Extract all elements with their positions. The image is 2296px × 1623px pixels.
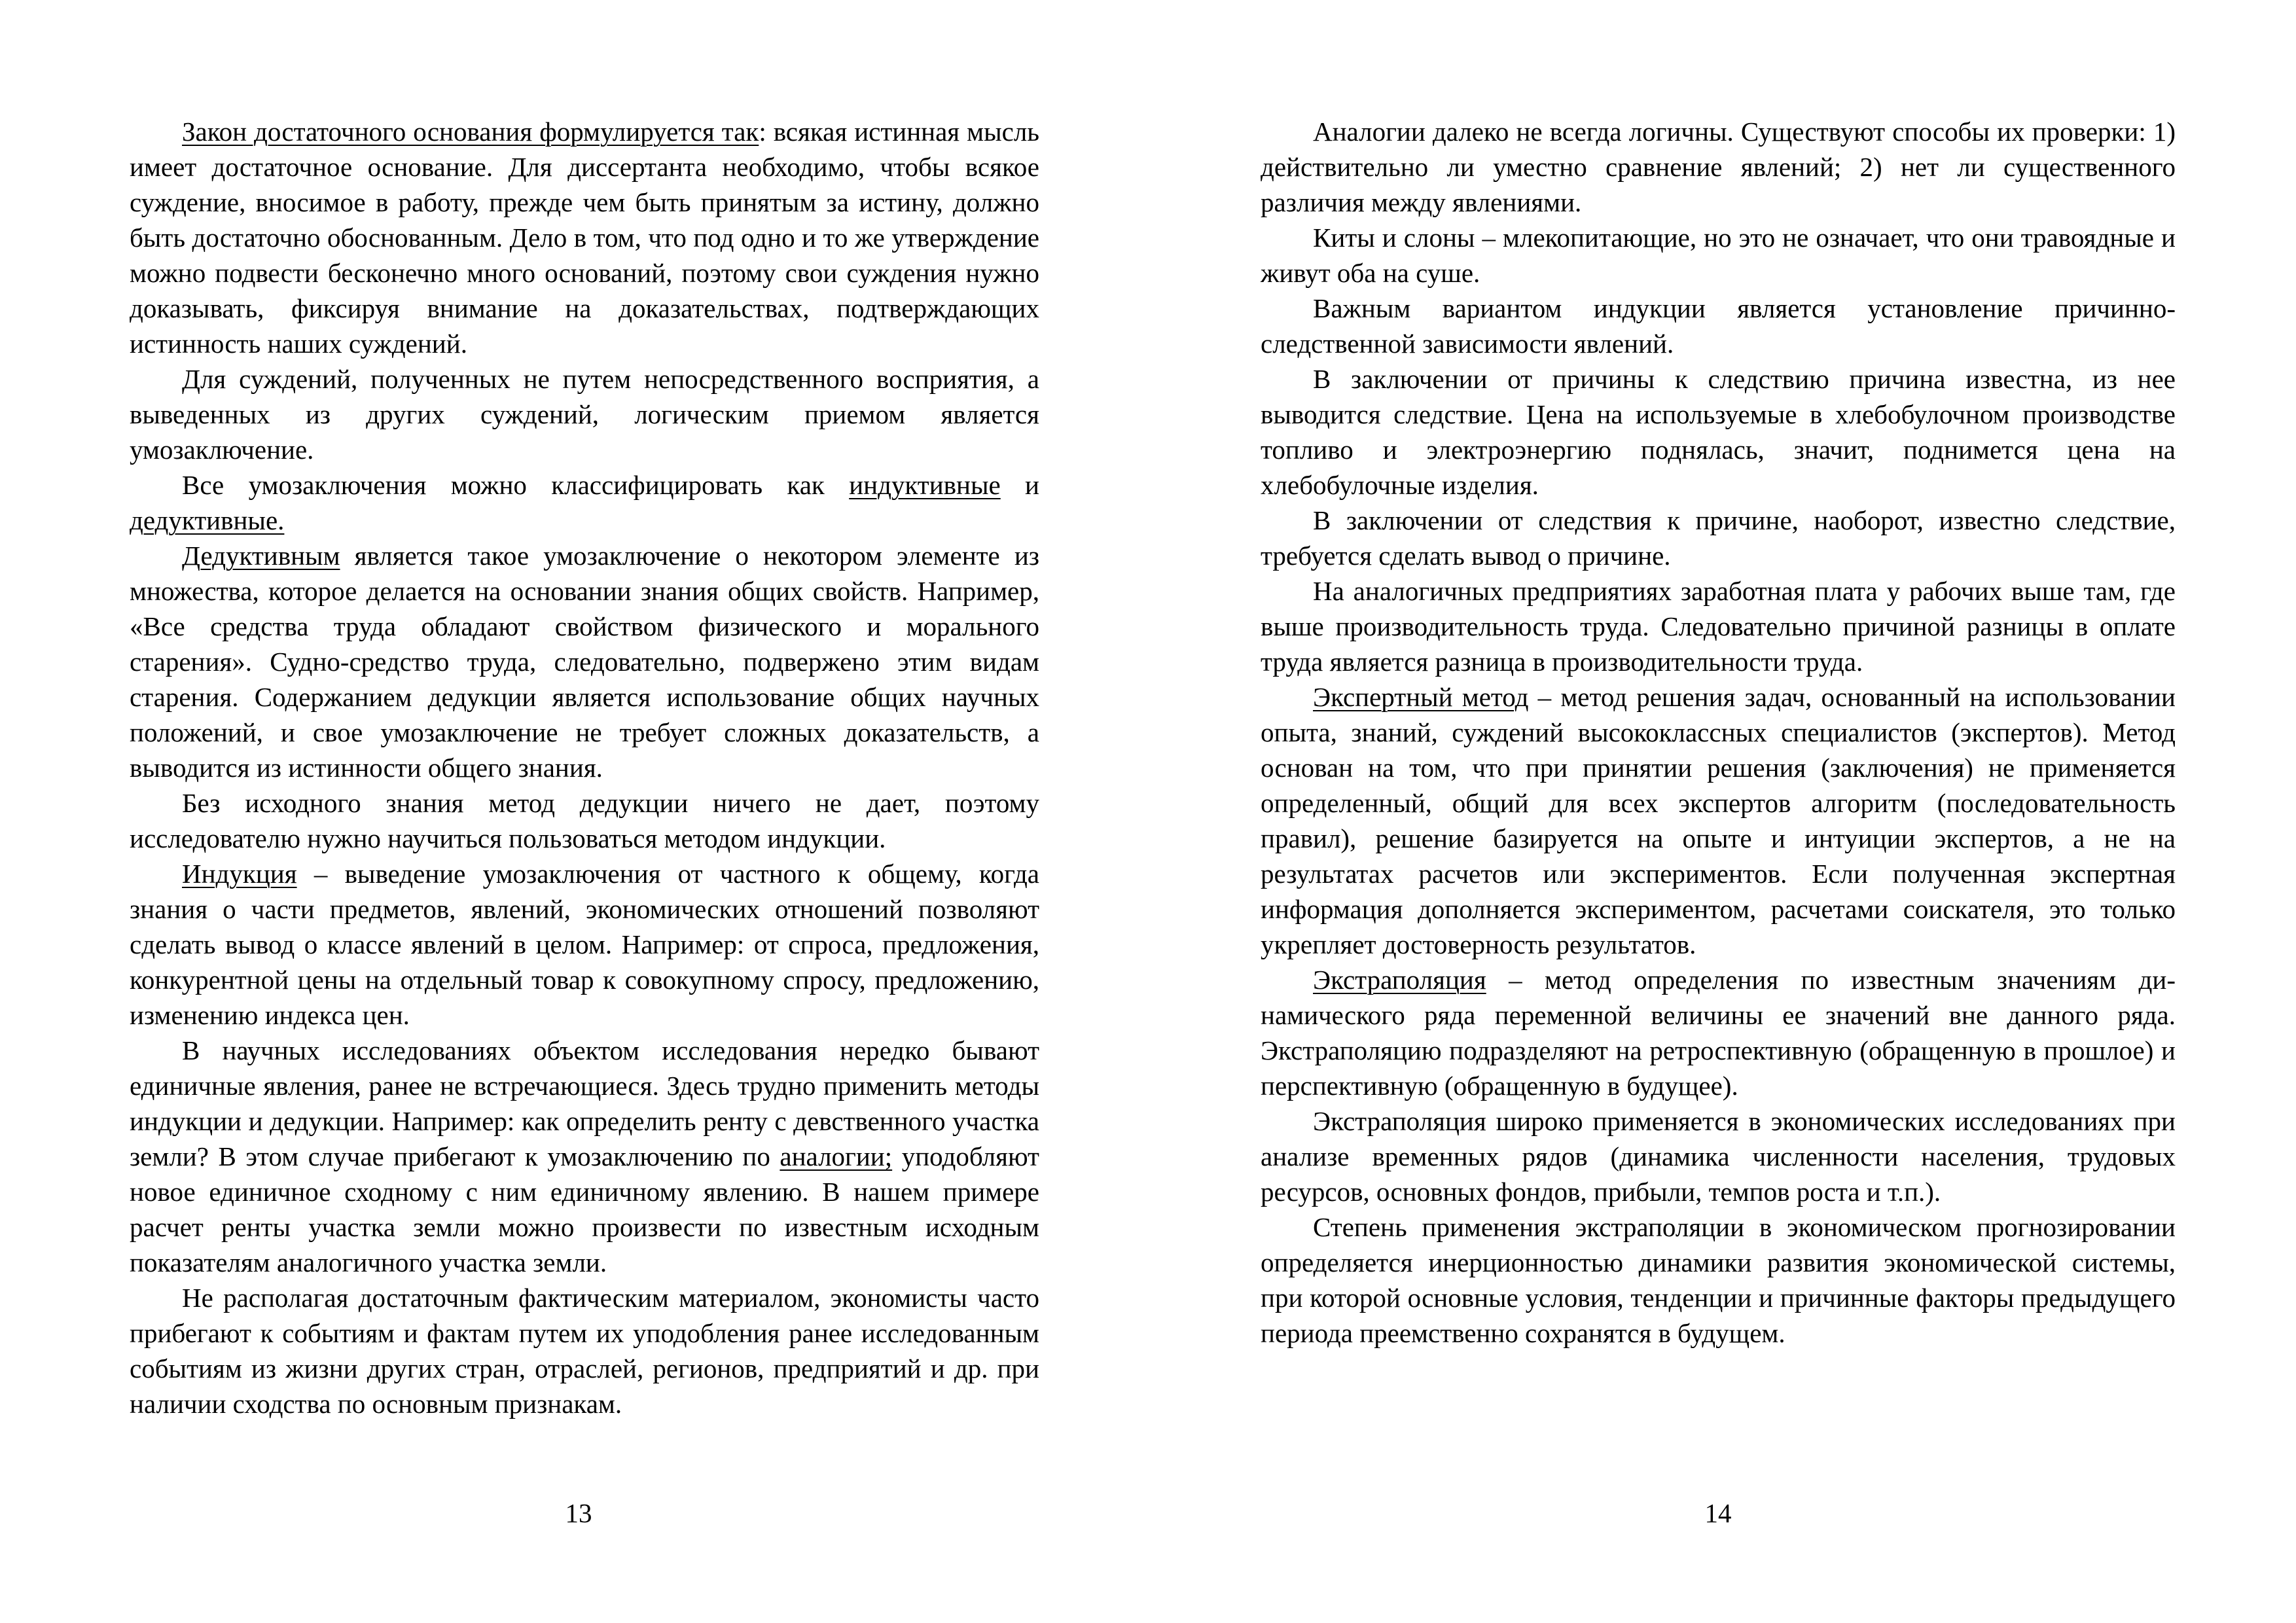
- text-run: В научных исследованиях объектом исследования нередко бывают единичные явления, ранее не встречающиеся. Здесь трудно применить методы индукции и дедукции. Например: как определить ренту с девственного участка земли? В этом случае прибегают к умозаключению по: [130, 1035, 1039, 1171]
- page-number: 14: [1704, 1498, 1732, 1528]
- underlined-term: Дедуктивным: [182, 541, 340, 571]
- page-number: 13: [565, 1498, 592, 1528]
- text-run: уподобляют новое единичное сходному с ним единичному явлению. В нашем примере расчет ренты участка земли можно произвести по известным исходным показателям аналогичного участка земли.: [130, 1141, 1039, 1277]
- underlined-term: Экспертный метод: [1313, 682, 1529, 712]
- paragraph: Не располагая достаточным фактическим материалом, экономисты часто прибегают к событиям и фактам путем их уподобления ранее исследованным событиям из жизни других стран, отраслей, регионов, предприятий и др. при наличии сходства по основным признакам.: [130, 1283, 1039, 1419]
- left-page-text: [130, 114, 1039, 1421]
- paragraph: [130, 467, 1039, 538]
- paragraph: [1261, 679, 2176, 962]
- right-page: [1148, 0, 2296, 1623]
- right-page-text: [1261, 114, 2176, 1351]
- paragraph: Степень применения экстраполяции в экономическом прогнозировании определяется инерционностью динамики развития экономической системы, при которой основные условия, тенденции и причинные факторы предыдущего периода преемственно сохранятся в будущем.: [1261, 1212, 2176, 1348]
- paragraph: В заключении от причины к следствию причина известна, из нее выводится следствие. Цена на используемые в хлебобулочном производстве топливо и электроэнергию поднялась, значит, поднимется цена на хлебобулочные изделия.: [1261, 364, 2176, 500]
- paragraph: На аналогичных предприятиях заработная плата у рабочих выше там, где выше производительность труда. Следовательно причиной разницы в оплате труда является разница в производительности труда.: [1261, 576, 2176, 677]
- text-run: является такое умозаключение о некотором элементе из множества, которое делается на основании знания общих свойств. Например, «Все средства труда обладают свойством физического и морального старения». Судно-средство труда, следовательно, подвержено этим видам старения. Содержанием дедукции является использование общих научных положений, и свое умозаключение не требует сложных доказательств, а выводится из истинности общего знания.: [130, 541, 1039, 783]
- paragraph: В заключении от следствия к причине, наоборот, известно следствие, требуется сделать вывод о причине.: [1261, 505, 2176, 571]
- underlined-term: дедуктивные.: [130, 505, 285, 535]
- paragraph: Аналогии далеко не всегда логичны. Существуют способы их проверки: 1) действительно ли уместно сравнение явлений; 2) нет ли существенного различия между явлениями.: [1261, 116, 2176, 217]
- underlined-term: Закон достаточного основания формулируется так: [182, 116, 759, 147]
- paragraph: [1261, 962, 2176, 1103]
- paragraph: Для суждений, полученных не путем непосредственного восприятия, а выведенных из других суждений, логическим приемом является умозаключение.: [130, 364, 1039, 465]
- text-run: и: [1000, 470, 1039, 500]
- paragraph: Киты и слоны – млекопитающие, но это не означает, что они травоядные и живут оба на суше.: [1261, 223, 2176, 288]
- paragraph: [130, 1033, 1039, 1280]
- underlined-term: аналогии;: [780, 1141, 893, 1171]
- text-run: – выведение умозаключения от частного к общему, когда знания о части предметов, явлений, экономических отношений позволяют сделать вывод о классе явлений в целом. Например: от спроса, предложения, конкурентной цены на отдельный товар к совокупному спросу, предложению, изменению индекса цен.: [130, 859, 1039, 1030]
- paragraph: [130, 114, 1039, 361]
- paragraph: [130, 538, 1039, 785]
- text-run: : всякая истинная мысль имеет достаточное основание. Для диссертанта необходимо, чтобы всякое суждение, вносимое в работу, прежде чем быть принятым за истину, должно быть достаточно обоснованным. Дело в том, что под одно и то же утверждение можно подвести бесконечно много оснований, поэтому свои суждения нужно доказывать, фиксируя внимание на доказательствах, подтверждающих истинность наших суждений.: [130, 116, 1039, 359]
- text-run: – метод определения по известным значениям динамического ряда переменной величины ее значений вне данного ряда. Экстраполяцию подразделяют на ретроспективную (обращенную в прошлое) и перспективную (обращенную в будущее).: [1261, 965, 2176, 1101]
- underlined-term: Индукция: [182, 859, 297, 889]
- paragraph: Важным вариантом индукции является установление причинно-следственной зависимости явлений.: [1261, 293, 2176, 359]
- text-run: Все умозаключения можно классифицировать как: [182, 470, 850, 500]
- paragraph: Без исходного знания метод дедукции ничего не дает, поэтому исследователю нужно научиться пользоваться методом индукции.: [130, 788, 1039, 853]
- paragraph: Экстраполяция широко применяется в экономических исследованиях при анализе временных рядов (динамика численности населения, трудовых ресурсов, основных фондов, прибыли, темпов роста и т.п.).: [1261, 1106, 2176, 1207]
- underlined-term: индуктивные: [849, 470, 1001, 500]
- paragraph: [130, 856, 1039, 1033]
- underlined-term: Экстраполяция: [1313, 965, 1486, 995]
- text-run: – метод решения задач, основанный на использовании опыта, знаний, суждений высококлассных специалистов (экспертов). Метод основан на том, что при принятии решения (заключения) не применяется определенный, общий для всех экспертов алгоритм (последовательность правил), решение базируется на опыте и интуиции экспертов, а не на результатах расчетов или экспериментов. Если полученная экспертная информация дополняется экспериментом, расчетами соискателя, это только укрепляет достоверность результатов.: [1261, 682, 2176, 959]
